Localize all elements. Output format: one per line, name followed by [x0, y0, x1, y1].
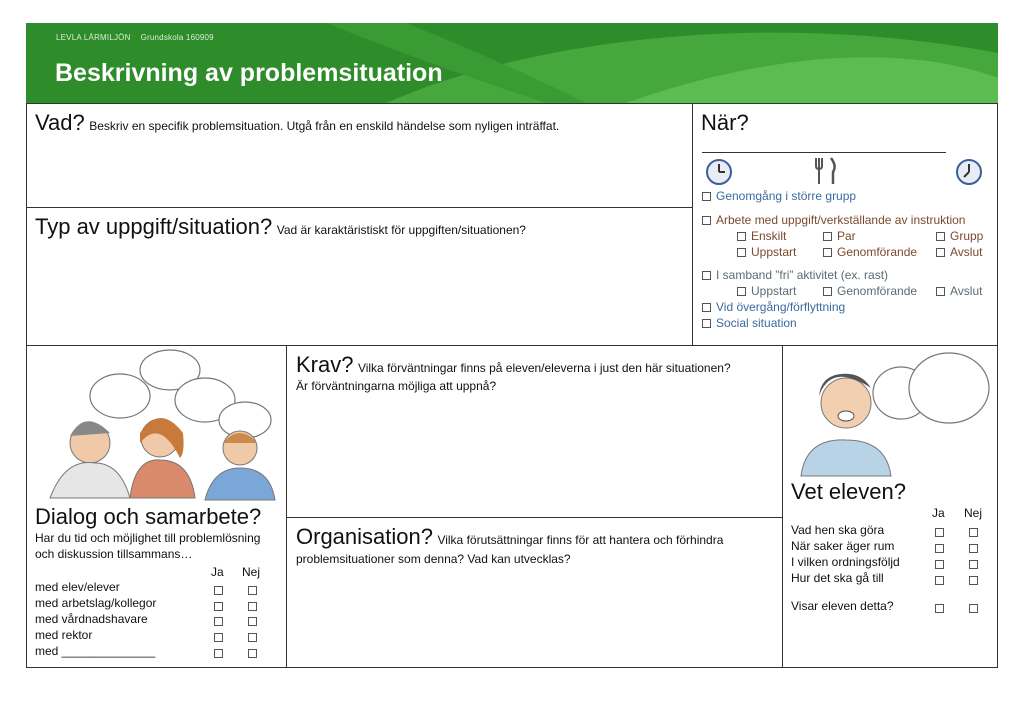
checkbox[interactable] — [936, 248, 945, 257]
vet-ja-label: Ja — [932, 506, 945, 520]
opt-avslut[interactable] — [936, 245, 982, 259]
checkbox-ja[interactable] — [935, 576, 944, 585]
dialog-desc-1: Har du tid och möjlighet till problemlösning — [35, 531, 261, 545]
opt-label: Par — [837, 229, 856, 243]
checkbox[interactable] — [823, 287, 832, 296]
dialog-heading: Dialog och samarbete? — [35, 504, 262, 529]
opt-fri-uppstart[interactable] — [737, 284, 796, 298]
organisation-section[interactable] — [286, 517, 783, 668]
checkbox[interactable] — [702, 319, 711, 328]
krav-heading: Krav? — [296, 352, 354, 377]
checkbox-ja[interactable] — [935, 560, 944, 569]
vet-row-label: Vad hen ska göra — [791, 523, 885, 537]
dialog-ja-label: Ja — [211, 565, 224, 579]
org-name: LEVLA LÄRMILJÖN — [56, 33, 131, 42]
vet-row-label: Hur det ska gå till — [791, 571, 884, 585]
checkbox-ja[interactable] — [214, 586, 223, 595]
typ-section[interactable] — [26, 207, 693, 346]
people-talking-illustration — [35, 348, 280, 503]
dialog-desc-2: och diskussion tillsammans… — [35, 547, 193, 561]
checkbox[interactable] — [702, 303, 711, 312]
opt-enskilt[interactable] — [737, 229, 786, 243]
opt-fri[interactable] — [702, 268, 888, 282]
dialog-row-label: med arbetslag/kollegor — [35, 596, 157, 610]
checkbox-ja[interactable] — [935, 544, 944, 553]
checkbox-nej[interactable] — [969, 560, 978, 569]
checkbox[interactable] — [823, 248, 832, 257]
krav-description-2: Är förväntningarna möjliga att uppnå? — [296, 379, 497, 393]
opt-label: Genomförande — [837, 245, 918, 259]
clock-icon — [955, 158, 983, 186]
opt-label: Uppstart — [751, 284, 797, 298]
clock-icon — [705, 158, 733, 186]
opt-par[interactable] — [823, 229, 856, 243]
checkbox[interactable] — [702, 216, 711, 225]
organisation-heading: Organisation? — [296, 524, 433, 549]
vet-row-label: I vilken ordningsföljd — [791, 555, 900, 569]
checkbox-nej[interactable] — [248, 617, 257, 626]
header-org — [56, 33, 224, 42]
checkbox[interactable] — [936, 232, 945, 241]
dialog-row-label: med vårdnadshavare — [35, 612, 148, 626]
checkbox[interactable] — [936, 287, 945, 296]
organisation-description-2: problemsituationer som denna? Vad kan utvecklas? — [296, 552, 571, 566]
opt-label: I samband ”fri” aktivitet (ex. rast) — [716, 268, 889, 282]
checkbox-nej[interactable] — [248, 633, 257, 642]
opt-label: Grupp — [950, 229, 984, 243]
checkbox-nej[interactable] — [248, 649, 257, 658]
opt-label: Arbete med uppgift/verkställande av instruktion — [716, 213, 966, 227]
page-title: Beskrivning av problemsituation — [55, 59, 443, 87]
checkbox[interactable] — [702, 271, 711, 280]
header-banner — [26, 23, 998, 103]
checkbox-nej[interactable] — [969, 528, 978, 537]
opt-label: Vid övergång/förflyttning — [716, 300, 846, 314]
opt-label: Enskilt — [751, 229, 787, 243]
checkbox[interactable] — [737, 287, 746, 296]
checkbox-nej[interactable] — [969, 604, 978, 613]
checkbox-ja[interactable] — [214, 633, 223, 642]
vet-heading: Vet eleven? — [791, 479, 906, 504]
checkbox-nej[interactable] — [248, 586, 257, 595]
dialog-nej-label: Nej — [242, 565, 261, 579]
typ-heading: Typ av uppgift/situation? — [35, 214, 273, 239]
checkbox-ja[interactable] — [214, 617, 223, 626]
opt-label: Avslut — [950, 284, 983, 298]
nar-heading: När? — [701, 110, 749, 135]
dialog-section — [26, 345, 287, 668]
typ-description: Vad är karaktäristiskt för uppgiften/situationen? — [276, 223, 526, 237]
vet-nej-label: Nej — [964, 506, 983, 520]
vad-section[interactable] — [26, 103, 693, 208]
checkbox[interactable] — [823, 232, 832, 241]
checkbox-ja[interactable] — [214, 602, 223, 611]
opt-label: Uppstart — [751, 245, 797, 259]
school-name: Grundskola 160909 — [140, 33, 214, 42]
checkbox-ja[interactable] — [935, 528, 944, 537]
checkbox[interactable] — [737, 248, 746, 257]
checkbox-ja[interactable] — [214, 649, 223, 658]
organisation-description: Vilka förutsättningar finns för att hantera och förhindra — [437, 533, 724, 547]
opt-overgang[interactable] — [702, 300, 845, 314]
vad-heading: Vad? — [35, 110, 85, 135]
cutlery-icon — [813, 156, 839, 186]
opt-grupp[interactable] — [936, 229, 983, 243]
vad-description: Beskriv en specifik problemsituation. Utgå från en enskild händelse som nyligen inträffat. — [89, 119, 560, 133]
checkbox-nej[interactable] — [248, 602, 257, 611]
opt-label: Avslut — [950, 245, 983, 259]
vet-row-label: När saker äger rum — [791, 539, 895, 553]
checkbox-ja[interactable] — [935, 604, 944, 613]
dialog-row-label: med rektor — [35, 628, 93, 642]
opt-fri-avslut[interactable] — [936, 284, 982, 298]
opt-label: Genomförande — [837, 284, 918, 298]
nar-line — [702, 152, 946, 153]
checkbox[interactable] — [702, 192, 711, 201]
krav-section[interactable] — [286, 345, 783, 518]
dialog-row-label: med ______________ — [35, 644, 156, 658]
checkbox-nej[interactable] — [969, 544, 978, 553]
checkbox[interactable] — [737, 232, 746, 241]
opt-social[interactable] — [702, 316, 797, 330]
nar-section — [692, 103, 998, 346]
opt-genomforande[interactable] — [823, 245, 917, 259]
vet-visar-label: Visar eleven detta? — [791, 599, 894, 613]
checkbox-nej[interactable] — [969, 576, 978, 585]
opt-fri-genomforande[interactable] — [823, 284, 917, 298]
krav-description: Vilka förväntningar finns på eleven/eleverna i just den här situationen? — [357, 361, 731, 375]
dialog-row-label: med elev/elever — [35, 580, 120, 594]
opt-arbete[interactable] — [702, 213, 965, 227]
child-speaking-illustration — [791, 348, 996, 478]
vet-section — [782, 345, 998, 668]
opt-label: Genomgång i större grupp — [716, 189, 857, 203]
opt-uppstart[interactable] — [737, 245, 796, 259]
opt-label: Social situation — [716, 316, 797, 330]
opt-genomgang[interactable] — [702, 189, 856, 203]
